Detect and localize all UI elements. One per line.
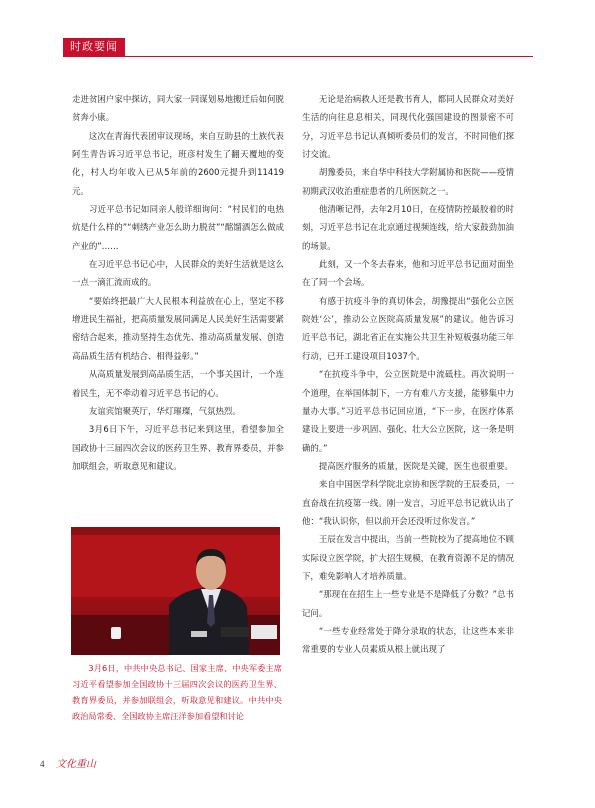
- paragraph: “一些专业经常处于降分录取的状态，让这些本来非常重要的专业人员素质从根上就出现了: [302, 625, 514, 655]
- paragraph: 这次在青海代表团审议现场，来自互助县的土族代表阿生青告诉习近平总书记，班彦村发生了翻天覆地的变化，村人均年收入已从5年前的2600元提升到11419元。: [72, 130, 284, 196]
- section-divider: [63, 56, 533, 57]
- section-label: 时政要闻: [63, 38, 125, 56]
- paragraph: “那现在在招生上一些专业是不是降低了分数？”总书记问。: [302, 589, 514, 618]
- paragraph: 提高医疗服务的质量，医院是关键，医生也很重要。: [318, 460, 513, 471]
- photo-illustration: [71, 527, 280, 655]
- paragraph: “要始终把最广大人民根本利益放在心上，坚定不移增进民生福祉，把高质量发展同满足人民美好生活需要紧密结合起来，推动坚持生态优先、推动高质量发展、创造高品质生活有机结合、相得益彰。”: [72, 295, 284, 361]
- photo-caption: [72, 660, 282, 724]
- right-column: [302, 90, 514, 659]
- paragraph: 走进贫困户家中探访，同大家一同谋划易地搬迁后如何脱贫奔小康。: [72, 94, 284, 123]
- caption-text: 3月6日，中共中央总书记、国家主席、中央军委主席习近平看望参加全国政协十三届四次会议的医药卫生界、教育界委员，并参加联组会，听取意见和建议。中共中央政治局常委、全国政协主席汪洋参加看望和讨论: [72, 663, 282, 721]
- paragraph: 他清晰记得，去年2月10日，在疫情防控最胶着的时刻，习近平总书记在北京通过视频连线，给大家鼓劲加油的场景。: [302, 204, 514, 251]
- paragraph: 来自中国医学科学院北京协和医学院的王辰委员，一直奋战在抗疫第一线。刚一发言，习近平总书记就认出了他：“我认识你，但以前开会还没听过你发言。”: [302, 479, 514, 526]
- paragraph: 无论是治病救人还是教书育人，都同人民群众对美好生活的向往息息相关，同现代化强国建设的图景密不可分，习近平总书记认真倾听委员们的发言，不时同他们探讨交流。: [302, 94, 514, 160]
- magazine-logo: 文化重山: [56, 759, 96, 770]
- paragraph: “在抗疫斗争中，公立医院是中流砥柱。再次说明一个道理，在举国体制下，一方有难八方支援，能够集中力量办大事。”习近平总书记回应道，“下一步，在医疗体系建设上要进一步巩固、强化、壮大公立医院，这一条是明确的。”: [302, 369, 514, 453]
- news-photo: [71, 527, 280, 655]
- paragraph: 此刻，又一个冬去春来，他和习近平总书记面对面坐在了同一个会场。: [302, 259, 514, 288]
- paragraph: 王辰在发言中提出，当前一些院校为了提高地位不顾实际设立医学院，扩大招生规模，在教育资源不足的情况下，难免影响人才培养质量。: [302, 534, 514, 581]
- paragraph: 胡豫委员，来自华中科技大学附属协和医院——疫情初期武汉收治重症患者的几所医院之一。: [302, 167, 514, 196]
- paragraph: 有感于抗疫斗争的真切体会，胡豫提出“强化公立医院姓‘公’，推动公立医院高质量发展”的建议。他告诉习近平总书记，湖北省正在实施公共卫生补短板强功能三年行动，已开工建设项目1037个。: [302, 295, 514, 361]
- page-number: 4: [40, 759, 45, 769]
- paragraph: 习近平总书记如同亲人般详细询问：“村民们的电热炕是什么样的”“刺绣产业怎么助力脱贫”“酩馏酒怎么做成产业的”……: [72, 204, 284, 251]
- left-column: [72, 90, 284, 475]
- paragraph: 3月6日下午，习近平总书记来到这里，看望参加全国政协十三届四次会议的医药卫生界、教育界委员，并参加联组会，听取意见和建议。: [72, 424, 284, 471]
- paragraph: 从高质量发展到高品质生活，一个事关国计，一个连着民生，无不牵动着习近平总书记的心。: [72, 369, 284, 398]
- paragraph: 友谊宾馆聚英厅，华灯璀璨，气氛热烈。: [88, 405, 241, 416]
- paragraph: 在习近平总书记心中，人民群众的美好生活就是这么一点一滴汇流而成的。: [72, 259, 284, 288]
